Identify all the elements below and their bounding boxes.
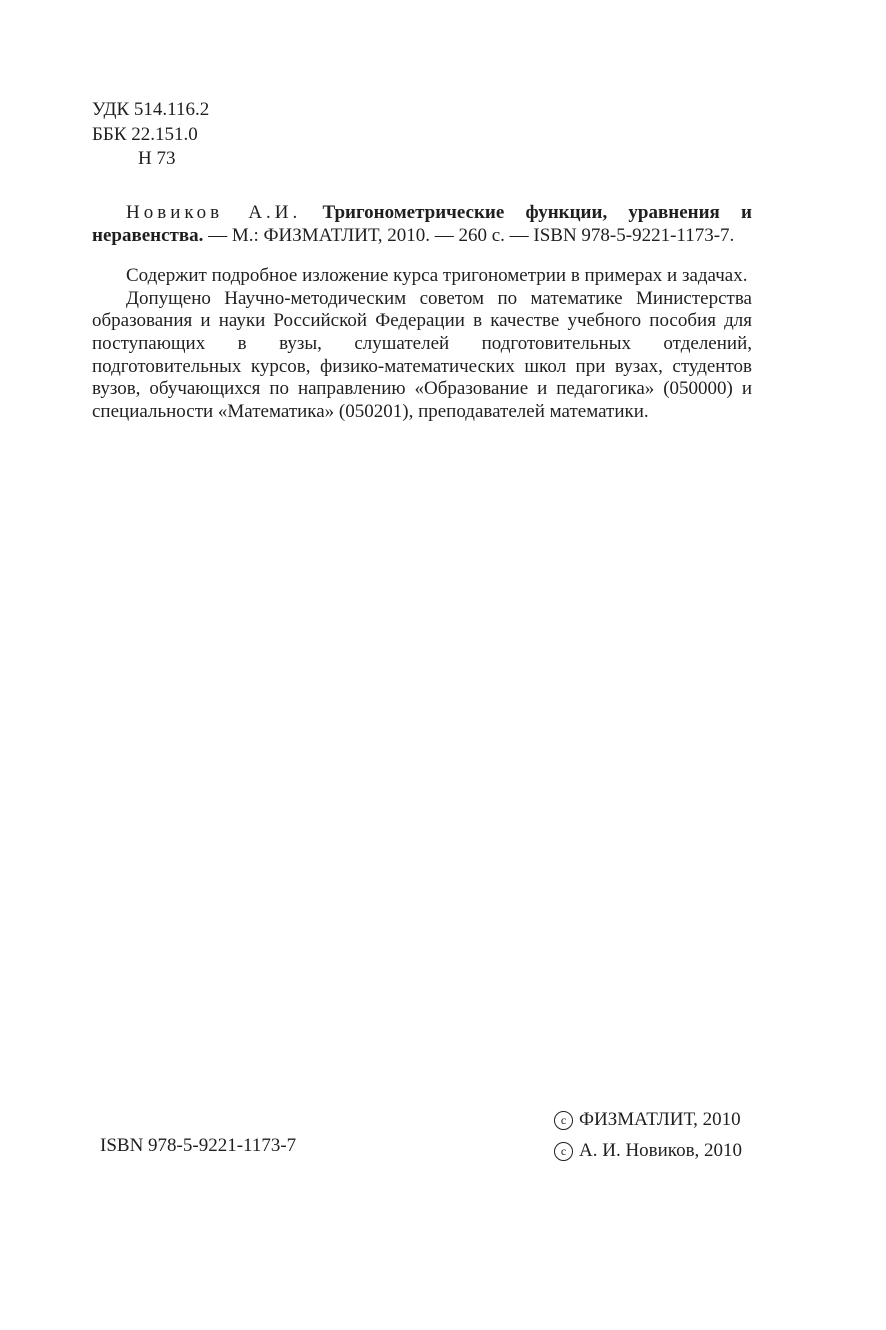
book-title: Тригонометрические функции, уравнения и неравенства. — [92, 202, 752, 246]
author-mark: Н 73 — [138, 148, 176, 169]
copyright-publisher: ФИЗМАТЛИТ, 2010 — [579, 1109, 741, 1130]
isbn-number: ISBN 978-5-9221-1173-7 — [100, 1135, 297, 1156]
copyright-block — [554, 1104, 742, 1166]
copyright-line — [554, 1104, 742, 1135]
annotation-summary: Содержит подробное изложение курса тригонометрии в примерах и задачах. — [126, 265, 748, 287]
annotation-block — [92, 202, 752, 423]
bibliographic-record — [92, 202, 752, 247]
imprint-details: — М.: ФИЗМАТЛИТ, 2010. — 260 с. — ISBN 978-5-9221-1173-7. — [208, 224, 735, 246]
classification-block — [92, 98, 209, 172]
copyright-line — [554, 1135, 742, 1166]
copyright-icon: c — [554, 1111, 573, 1130]
udk-code: УДК 514.116.2 — [92, 99, 210, 120]
annotation-approval: Допущено Научно-методическим советом по математике Министерства образования и науки Российской Федерации в качестве учебного пособия для поступающих в вузы, слушателей подготовительных отделений, подготовительных курсов, физико-математических школ при вузах, студентов вузов, обучающихся по направлению «Образование и педагогика» (050000) и специальности «Математика» (050201), преподавателей математики. — [92, 287, 752, 422]
copyright-icon: c — [554, 1142, 573, 1161]
author-name: Новиков А.И. — [126, 202, 302, 223]
bbk-code: ББК 22.151.0 — [92, 123, 198, 145]
copyright-author: А. И. Новиков, 2010 — [579, 1140, 743, 1161]
